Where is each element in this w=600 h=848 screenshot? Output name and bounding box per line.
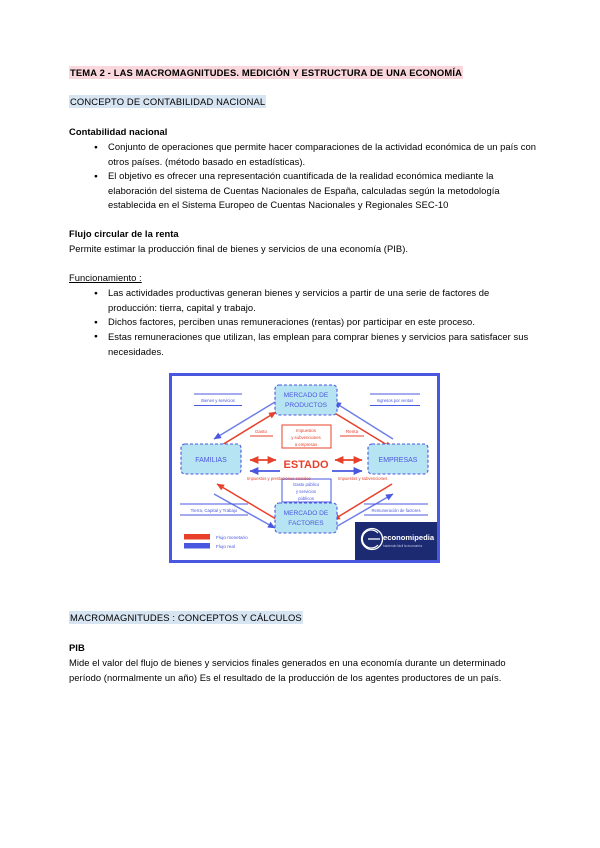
node-mercado-productos [275, 385, 337, 415]
list-item: ● El objetivo es ofrecer una representación cuantificada de la realidad económica mediante la elaboración del sistema de Cuentas Nacionales de España, calculadas según la metodología establecida en el Sistema Europeo de Cuentas Nacionales y Regionales SEC-10 [108, 169, 540, 213]
legend-flujo-real-label: Flujo real [216, 544, 235, 550]
section-heading-concepto-text: CONCEPTO DE CONTABILIDAD NACIONAL [70, 96, 266, 107]
node-mercado-factores [275, 503, 337, 533]
subheading-contabilidad-nacional: Contabilidad nacional [69, 126, 168, 137]
section-heading-concepto [69, 95, 540, 109]
economipedia-tagline: haciendo fácil la economía [383, 544, 423, 549]
center-box-impuestos [282, 425, 331, 448]
arrow-productos-to-empresas [333, 412, 392, 448]
center-box-impuestos-line-2: y subvenciones [291, 435, 321, 441]
bullet-list-contabilidad [69, 140, 540, 213]
edge-label-renta [340, 429, 364, 436]
edge-label-impuestos-familias [247, 476, 311, 481]
edge-label-bienes-servicios-text: Bienes y servicios [201, 398, 235, 404]
subheading-pib: PIB [69, 642, 85, 654]
node-estado-label: ESTADO [283, 459, 329, 472]
node-familias-label: FAMILIAS [195, 457, 227, 465]
node-mercado-factores-label-2: FACTORES [288, 520, 324, 528]
edge-label-ingresos [370, 394, 420, 406]
flujo-circular-diagram [169, 373, 440, 563]
node-empresas-label: EMPRESAS [378, 457, 418, 465]
node-empresas [368, 444, 428, 474]
edge-label-factores-text: Tierra, Capital y Trabajo [190, 508, 238, 514]
edge-label-impuestos-empresas-text: Impuestos y subvenciones [338, 476, 388, 482]
paragraph-pib: Mide el valor del flujo de bienes y servicios finales generados en una economía durante un determinado período (normalmente un año) Es el resultado de la producción de los agentes productores de un país. [69, 657, 506, 683]
page-title [69, 66, 540, 80]
arrow-factores-to-familias [217, 484, 276, 519]
center-box-impuestos-line-1: Impuestos [296, 428, 316, 434]
edge-label-ingresos-text: Ingresos por ventas [376, 398, 414, 404]
center-box-gasto-line-3: públicos [298, 496, 314, 502]
node-mercado-productos-label-1: MERCADO DE [283, 392, 329, 400]
label-funcionamiento-text: Funcionamiento : [69, 271, 142, 283]
list-item: ● Conjunto de operaciones que permite hacer comparaciones de la actividad económica de un país con otros países. (método basado en estadísticas). [108, 140, 540, 169]
edge-label-gasto-text: Gasto [254, 429, 268, 435]
section-heading-macromagnitudes-text: MACROMAGNITUDES : CONCEPTOS Y CÁLCULOS [70, 612, 302, 624]
arrow-familias-to-productos [217, 412, 276, 448]
center-box-gasto-line-1: Gasto público [292, 482, 320, 488]
list-item: ● Estas remuneraciones que utilizan, las emplean para comprar bienes y servicios para satisfacer sus necesidades. [108, 330, 540, 359]
node-mercado-factores-label-1: MERCADO DE [283, 510, 329, 518]
arrow-empresas-to-productos [334, 402, 393, 439]
edge-label-remuneraciones-text: Remuneración de factores [371, 508, 421, 514]
economipedia-watermark [355, 522, 437, 560]
paragraph-flujo-circular-intro: Permite estimar la producción final de bienes y servicios de una economía (PIB). [69, 242, 409, 254]
bullet-list-funcionamiento [69, 286, 540, 359]
edge-label-renta-text: Renta [345, 429, 359, 435]
node-mercado-productos-label-2: PRODUCTOS [284, 402, 328, 410]
edge-label-impuestos-familias-text: Impuestos y prestaciones sociales [247, 476, 311, 482]
node-familias [181, 444, 241, 474]
figure-legend [184, 534, 248, 549]
legend-flujo-monetario-label: Flujo monetario [216, 535, 248, 541]
flujo-circular-svg [172, 376, 437, 560]
section-heading-macromagnitudes [69, 611, 540, 625]
list-item: ● Dichos factores, perciben unas remuneraciones (rentas) por participar en este proceso. [108, 315, 540, 330]
edge-label-bienes-servicios [194, 394, 242, 406]
center-box-gasto-line-2: y servicios [295, 489, 317, 495]
label-funcionamiento [69, 271, 540, 286]
edge-label-factores [180, 504, 248, 515]
figure-container [69, 373, 540, 563]
center-box-impuestos-line-3: a empresas [294, 442, 318, 448]
subheading-flujo-circular: Flujo circular de la renta [69, 227, 179, 239]
edge-label-gasto [250, 429, 273, 436]
list-item: ● Las actividades productivas generan bienes y servicios a partir de una serie de factores de producción: tierra, capital y trabajo. [108, 286, 540, 315]
node-estado [283, 459, 328, 471]
page-title-text: TEMA 2 - LAS MACROMAGNITUDES. MEDICIÓN Y ESTRUCTURA DE UNA ECONOMÍA [70, 67, 463, 78]
center-box-gasto-publico [282, 479, 331, 502]
edge-label-impuestos-empresas [338, 476, 387, 481]
economipedia-brand: economipedia [383, 533, 435, 543]
